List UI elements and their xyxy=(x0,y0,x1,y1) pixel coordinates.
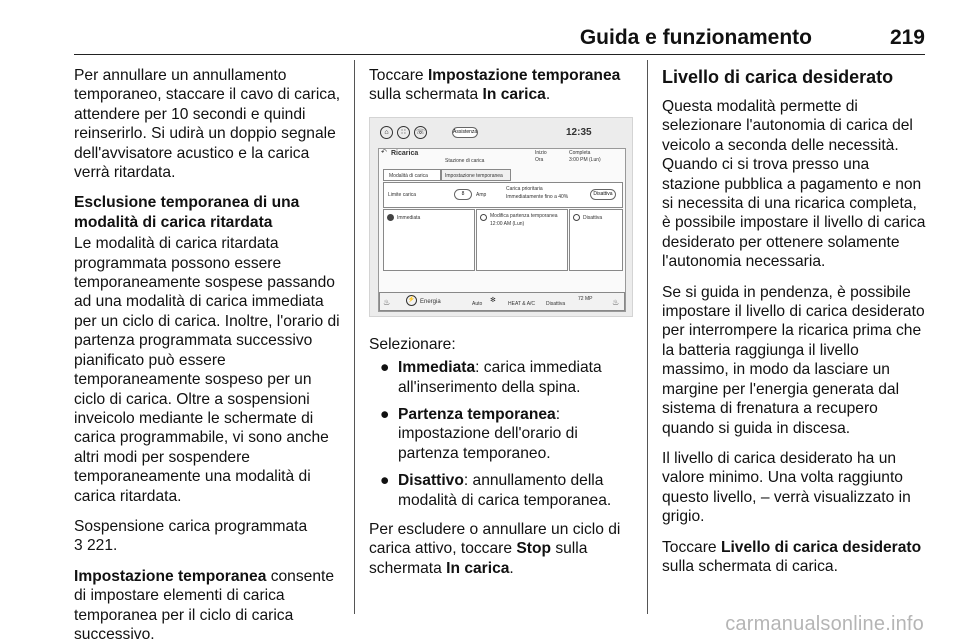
column-middle xyxy=(369,66,633,589)
radio-icon xyxy=(480,214,487,221)
column-separator xyxy=(354,60,355,614)
assistenza-button: Assistenza xyxy=(452,127,478,138)
amp-unit: Amp xyxy=(476,191,487,198)
paragraph: Toccare Impostazione temporanea sulla schermata In carica. xyxy=(369,67,621,104)
amp-value: 8 xyxy=(454,189,472,200)
energy-label: Energia xyxy=(420,298,441,305)
option-label: Modifica partenza temporanea xyxy=(490,212,558,219)
list-item: ● Immediata: carica immediata all'inserimento della spina. xyxy=(380,359,602,396)
fan-icon: ✻ xyxy=(490,296,496,304)
apps-icon: ∷ xyxy=(397,126,410,139)
start-value: Ora xyxy=(535,156,544,163)
complete-value: 3:00 PM (Lun) xyxy=(569,156,601,163)
bullet-icon: ● xyxy=(380,359,390,377)
limit-row xyxy=(383,182,623,208)
paragraph: Per escludere o annullare un ciclo di carica attivo, toccare Stop sulla schermata In carica. xyxy=(369,521,621,577)
screen-panel xyxy=(378,148,626,312)
radio-selected-icon xyxy=(387,214,394,221)
paragraph: Se si guida in pendenza, è possibile impostare il livello di carica desiderato per interrompere la ricarica prima che la batteria raggiunga il livello massimo, in modo da lasciare un margine per l'energia generata dal sistema di frenatura a recupero quando si guida in discesa. xyxy=(662,283,925,437)
priority-subtitle: Immediatamente fino a 40% xyxy=(506,193,569,200)
running-header-title: Guida e funzionamento xyxy=(579,26,812,49)
temperature-label: 72 MP xyxy=(578,295,593,302)
tab-impostazione xyxy=(441,169,511,181)
list-item: ● Disattivo: annullamento della modalità di carica temporanea. xyxy=(380,472,612,509)
disable-button: Disattiva xyxy=(590,189,616,200)
seat-icon: ♨ xyxy=(383,297,391,307)
auto-label: Auto xyxy=(472,300,483,307)
column-left xyxy=(74,66,344,642)
heat-label: HEAT & A/C xyxy=(508,300,536,307)
list-item: ● Partenza temporanea: impostazione dell'orario di partenza temporaneo. xyxy=(380,406,578,462)
subheading: Esclusione temporanea di una modalità di carica ritardata xyxy=(74,194,300,231)
page-reference-link[interactable]: 3 221. xyxy=(74,537,118,555)
station-label: Stazione di carica xyxy=(445,157,485,164)
phone-icon: ☏ xyxy=(414,126,427,139)
paragraph: Questa modalità permette di selezionare l'autonomia di carica del veicolo a seconda delle necessità. Quando ci si trova presso una stazione pubblica a pagamento e non si necessita di una ricarica completa, è possibile impostare il livello di carica desiderato per ottenere solamente l'autonomia necessaria. xyxy=(662,98,926,271)
option-modifica xyxy=(476,209,568,271)
section-heading: Livello di carica desiderato xyxy=(662,67,894,87)
priority-title: Carica prioritaria xyxy=(506,185,543,192)
paragraph: Per annullare un annullamento temporaneo, staccare il cavo di carica, attendere per 10 secondi e quindi reinserirlo. Si udirà un doppio segnale dell'avvisatore acustico e la carica verrà ritardata. xyxy=(74,67,341,182)
column-right xyxy=(662,66,926,587)
tab-modalita xyxy=(383,169,441,181)
tab-label: Impostazione temporanea xyxy=(445,172,503,179)
radio-icon xyxy=(573,214,580,221)
column-separator xyxy=(647,60,648,614)
header-rule xyxy=(74,54,925,55)
bullet-icon: ● xyxy=(380,472,390,490)
tab-label: Modalità di carica xyxy=(389,172,428,179)
complete-label: Completa xyxy=(569,149,591,156)
reference-text: Sospensione carica programmata xyxy=(74,517,308,535)
paragraph: Il livello di carica desiderato ha un valore minimo. Una volta raggiunto questo livello, – verrà visualizzato in grigio. xyxy=(662,449,911,526)
option-disattiva xyxy=(569,209,623,271)
energy-icon: ⚡ xyxy=(406,295,417,306)
option-immediata xyxy=(383,209,475,271)
watermark: carmanualsonline.info xyxy=(725,613,924,635)
paragraph: Impostazione temporanea consente di impostare elementi di carica temporanea per il ciclo di carica successivo. xyxy=(74,567,334,642)
bottom-bar xyxy=(379,292,625,311)
option-time: 12:00 AM (Lun) xyxy=(490,220,525,227)
option-label: Immediata xyxy=(397,214,421,221)
back-icon: ↶ xyxy=(381,148,387,156)
paragraph: Toccare Livello di carica desiderato sulla schermata di carica. xyxy=(662,538,922,575)
paragraph: Le modalità di carica ritardata programmata possono essere temporaneamente sospese passando ad una modalità di carica immediata per un ciclo di carica. Inoltre, l'orario di partenza programmata successivo pianificato può essere temporaneamente sospeso per un ciclo di carica. Oltre a sospensioni inveicolo mediante le schermate di carica programmabile, vi sono anche altri modi per sospendere temporaneamente una modalità di carica ritardata. xyxy=(74,235,340,505)
select-label: Selezionare: xyxy=(369,335,456,353)
limit-label: Limite carica xyxy=(388,191,417,198)
option-list xyxy=(369,358,633,510)
infotainment-screen-figure xyxy=(369,117,633,317)
screen-title: Ricarica xyxy=(391,149,419,157)
seat-icon: ♨ xyxy=(612,297,620,307)
clock: 12:35 xyxy=(566,126,592,138)
home-icon: ⌂ xyxy=(380,126,393,139)
start-label: Inizio xyxy=(535,149,547,156)
option-label: Disattiva xyxy=(583,214,603,221)
bold-term: Impostazione temporanea xyxy=(74,567,267,585)
bullet-icon: ● xyxy=(380,406,390,424)
distribution-label: Disattiva xyxy=(546,300,566,307)
page-number: 219 xyxy=(889,26,925,49)
paragraph-cross-reference xyxy=(74,517,344,556)
